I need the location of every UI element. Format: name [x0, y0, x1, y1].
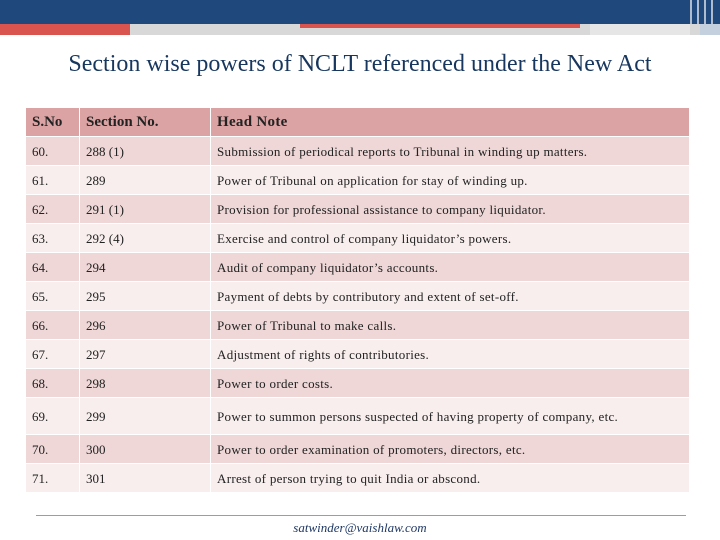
cell-section: 301: [80, 464, 211, 493]
cell-sno: 70.: [26, 435, 80, 464]
table-row: [26, 253, 690, 282]
cell-headnote: Power of Tribunal to make calls.: [211, 311, 690, 340]
slide-title: Section wise powers of NCLT referenced under the New Act: [68, 51, 652, 77]
table-row: [26, 464, 690, 493]
cell-sno: 62.: [26, 195, 80, 224]
table-row: [26, 435, 690, 464]
cell-section: 294: [80, 253, 211, 282]
cell-headnote: Provision for professional assistance to company liquidator.: [211, 195, 690, 224]
cell-sno: 61.: [26, 166, 80, 195]
table-row: [26, 166, 690, 195]
cell-headnote: Audit of company liquidator’s accounts.: [211, 253, 690, 282]
cell-section: 296: [80, 311, 211, 340]
cell-sno: 66.: [26, 311, 80, 340]
cell-sno: 71.: [26, 464, 80, 493]
cell-section: Section No.: [80, 108, 211, 137]
cell-sno: 67.: [26, 340, 80, 369]
cell-section: 291 (1): [80, 195, 211, 224]
table-row: [26, 340, 690, 369]
cell-headnote: Adjustment of rights of contributories.: [211, 340, 690, 369]
cell-headnote: Power to summon persons suspected of having property of company, etc.: [211, 398, 690, 435]
accent-blue-segment: [700, 24, 720, 35]
cell-headnote: Submission of periodical reports to Tribunal in winding up matters.: [211, 137, 690, 166]
table-row: [26, 398, 690, 435]
cell-sno: S.No: [26, 108, 80, 137]
cell-sno: 63.: [26, 224, 80, 253]
top-bar-stripes: [690, 0, 720, 24]
table-row: [26, 282, 690, 311]
table-row: [26, 224, 690, 253]
cell-headnote: Payment of debts by contributory and extent of set-off.: [211, 282, 690, 311]
cell-headnote: Exercise and control of company liquidator’s powers.: [211, 224, 690, 253]
cell-sno: 65.: [26, 282, 80, 311]
slide-top-bar: [0, 0, 720, 24]
cell-headnote: Arrest of person trying to quit India or abscond.: [211, 464, 690, 493]
table-header-row: [26, 108, 690, 137]
cell-section: 289: [80, 166, 211, 195]
cell-section: 295: [80, 282, 211, 311]
table-row: [26, 369, 690, 398]
footer-email: satwinder@vaishlaw.com: [293, 520, 427, 535]
cell-section: 299: [80, 398, 211, 435]
cell-sno: 60.: [26, 137, 80, 166]
table-row: [26, 137, 690, 166]
table-row: [26, 195, 690, 224]
cell-sno: 64.: [26, 253, 80, 282]
cell-headnote: Power of Tribunal on application for stay of winding up.: [211, 166, 690, 195]
accent-red-thin-segment: [300, 24, 580, 28]
cell-sno: 69.: [26, 398, 80, 435]
cell-section: 298: [80, 369, 211, 398]
footer-divider: [36, 515, 686, 516]
cell-section: 292 (4): [80, 224, 211, 253]
cell-section: 288 (1): [80, 137, 211, 166]
cell-headnote: Power to order examination of promoters, directors, etc.: [211, 435, 690, 464]
table-row: [26, 311, 690, 340]
cell-sno: 68.: [26, 369, 80, 398]
accent-red-segment: [0, 24, 130, 35]
cell-section: 297: [80, 340, 211, 369]
cell-section: 300: [80, 435, 211, 464]
accent-gray-segment: [590, 24, 690, 35]
cell-headnote: Power to order costs.: [211, 369, 690, 398]
cell-headnote: Head Note: [211, 108, 690, 137]
